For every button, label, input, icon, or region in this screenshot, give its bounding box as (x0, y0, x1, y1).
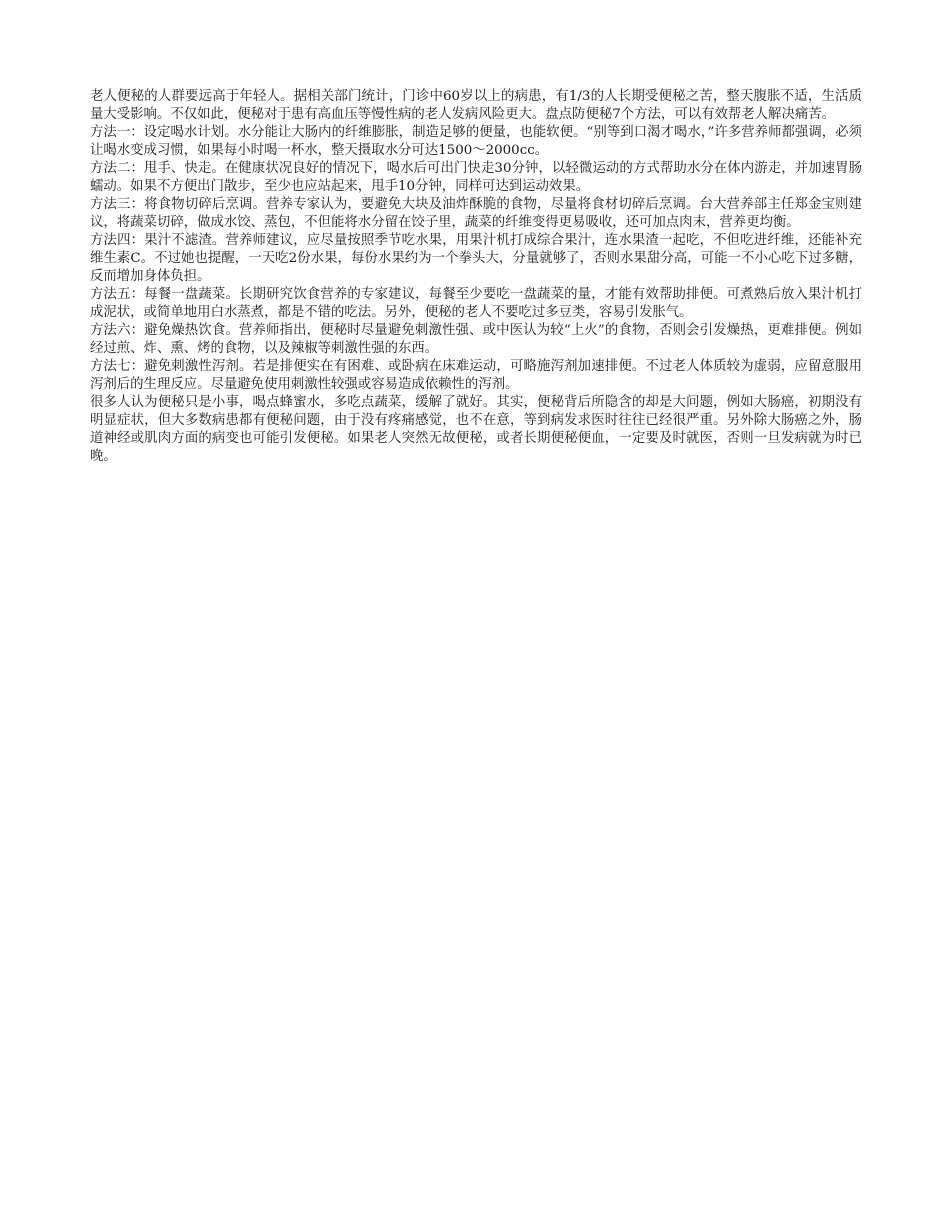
conclusion-paragraph: 很多人认为便秘只是小事，喝点蜂蜜水，多吃点蔬菜，缓解了就好。其实，便秘背后所隐含的却是大问题，例如大肠癌，初期没有明显症状，但大多数病患都有便秘问题，由于没有疼痛感觉，也不在意，等到病发求医时往往已经很严重。另外除大肠癌之外，肠道神经或肌肉方面的病变也可能引发便秘。如果老人突然无故便秘，或者长期便秘便血，一定要及时就医，否则一旦发病就为时已晚。 (90, 395, 862, 464)
method-2-paragraph: 方法二：甩手、快走。在健康状况良好的情况下，喝水后可出门快走30分钟，以轻微运动的方式帮助水分在体内游走，并加速胃肠蠕动。如果不方便出门散步，至少也应站起来，甩手10分钟，同样可达到运动效果。 (90, 161, 862, 194)
document-page (90, 88, 862, 466)
method-1-paragraph: 方法一：设定喝水计划。水分能让大肠内的纤维膨胀，制造足够的便量，也能软便。“别等到口渴才喝水，”许多营养师都强调，必须让喝水变成习惯，如果每小时喝一杯水，整天摄取水分可达1500～2000cc。 (90, 125, 862, 158)
method-5-paragraph: 方法五：每餐一盘蔬菜。长期研究饮食营养的专家建议，每餐至少要吃一盘蔬菜的量，才能有效帮助排便。可煮熟后放入果汁机打成泥状，或简单地用白水蒸煮，都是不错的吃法。另外，便秘的老人不要吃过多豆类，容易引发胀气。 (90, 287, 862, 320)
method-6-paragraph: 方法六：避免燥热饮食。营养师指出，便秘时尽量避免刺激性强、或中医认为较“上火”的食物，否则会引发燥热，更难排便。例如经过煎、炸、熏、烤的食物，以及辣椒等刺激性强的东西。 (90, 323, 862, 356)
method-3-paragraph: 方法三：将食物切碎后烹调。营养专家认为，要避免大块及油炸酥脆的食物，尽量将食材切碎后烹调。台大营养部主任郑金宝则建议，将蔬菜切碎，做成水饺、蒸包，不但能将水分留在饺子里，蔬菜的纤维变得更易吸收，还可加点肉末，营养更均衡。 (90, 197, 862, 230)
method-4-paragraph: 方法四：果汁不滤渣。营养师建议，应尽量按照季节吃水果，用果汁机打成综合果汁，连水果渣一起吃，不但吃进纤维，还能补充维生素C。不过她也提醒，一天吃2份水果，每份水果约为一个拳头大，分量就够了，否则水果甜分高，可能一不小心吃下过多糖，反而增加身体负担。 (90, 233, 862, 284)
method-7-paragraph: 方法七：避免刺激性泻剂。若是排便实在有困难、或卧病在床难运动，可略施泻剂加速排便。不过老人体质较为虚弱，应留意服用泻剂后的生理反应。尽量避免使用刺激性较强或容易造成依赖性的泻剂。 (90, 359, 862, 392)
intro-paragraph: 老人便秘的人群要远高于年轻人。据相关部门统计，门诊中60岁以上的病患，有1/3的人长期受便秘之苦，整天腹胀不适，生活质量大受影响。不仅如此，便秘对于患有高血压等慢性病的老人发病风险更大。盘点防便秘7个方法，可以有效帮老人解决痛苦。 (90, 89, 862, 122)
